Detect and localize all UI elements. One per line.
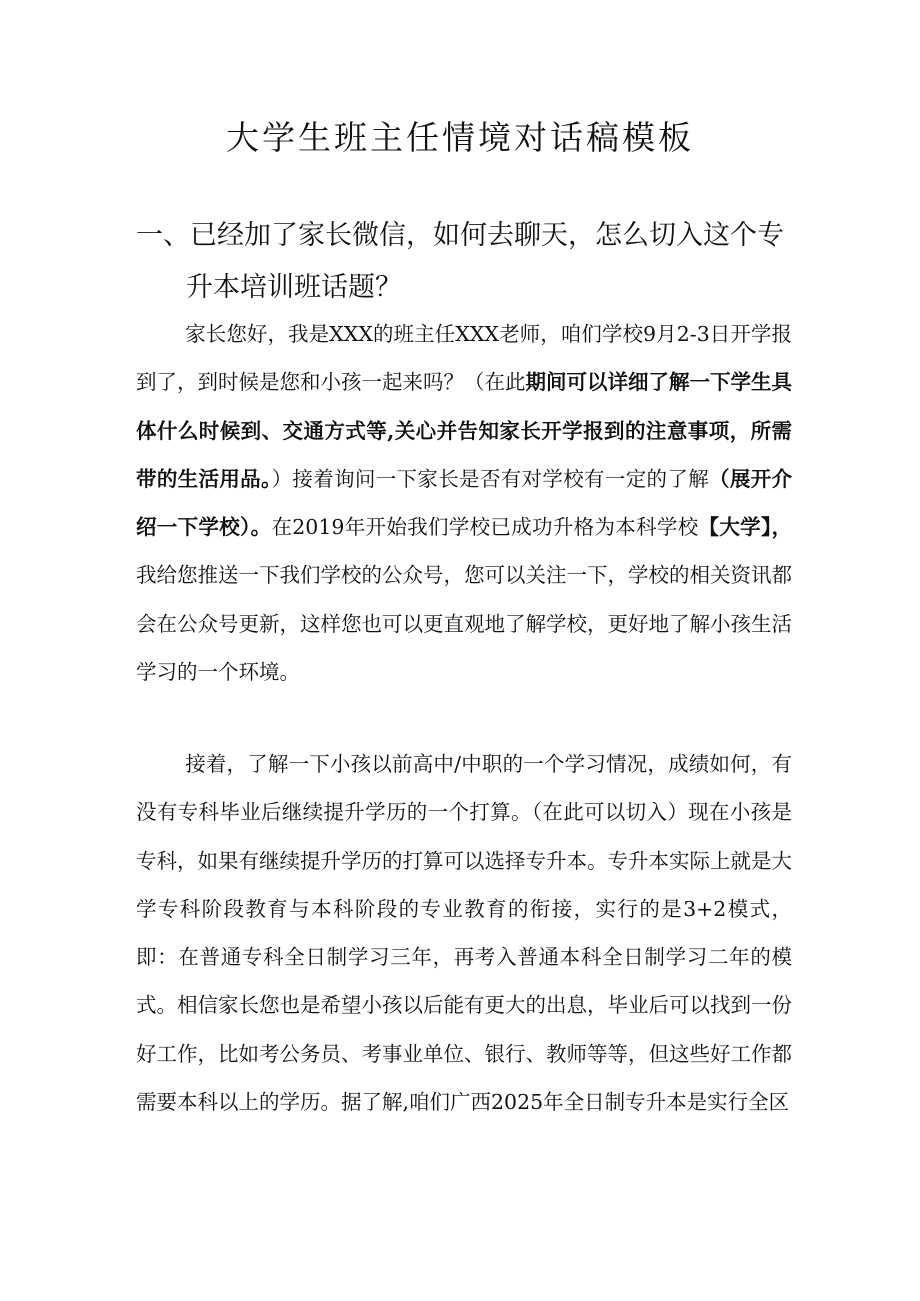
paragraph1-text3: 在2019年开始我们学校已成功升格为本科学校: [271, 515, 699, 540]
document-title: 大学生班主任情境对话稿模板: [226, 118, 694, 157]
section-heading: [136, 210, 796, 314]
paragraph-school-intro: [136, 310, 792, 696]
paragraph1-bold1: 期间可以详细了解一下学生具体什么时候到、交通方式等,关心并告知家长开学报到的注意事项，所需带的生活用品。: [136, 370, 792, 491]
section-heading-line1: 一、已经加了家长微信，如何去聊天，怎么切入这个专: [136, 220, 784, 251]
paragraph1-bold3: 【大学】，: [698, 515, 793, 540]
paragraph1-bold2: （展开介绍一下学校）。: [136, 466, 793, 540]
paragraph-upgrade-intro: 接着，了解一下小孩以前高中/中职的一个学习情况，成绩如何，有没有专科毕业后继续提升学历的一个打算。（在此可以切入）现在小孩是专科，如果有继续提升学历的打算可以选择专升本。专升本实际上就是大学专科阶段教育与本科阶段的专业教育的衔接，实行的是3+2模式，即：在普通专科全日制学习三年，再考入普通本科全日制学习二年的模式。相信家长您也是希望小孩以后能有更大的出息，毕业后可以找到一份好工作，比如考公务员、考事业单位、银行、教师等等，但这些好工作都需要本科以上的学历。据了解,咱们广西2025年全日制专升本是实行全区: [136, 752, 792, 1115]
section-heading-line2: 升本培训班话题？: [186, 272, 402, 303]
paragraph1-text2: ）接着询问一下家长是否有对学校有一定的了解: [271, 466, 710, 491]
paragraph1-text1: 家长您好，我是XXX的班主任XXX老师，咱们学校9月2-3日开学报到了，到时候是您和小孩一起来吗？（在此: [136, 322, 792, 395]
paragraph1-text4: 我给您推送一下我们学校的公众号，您可以关注一下，学校的相关资讯都会在公众号更新，这样您也可以更直观地了解学校，更好地了解小孩生活学习的一个环境。: [136, 563, 792, 685]
